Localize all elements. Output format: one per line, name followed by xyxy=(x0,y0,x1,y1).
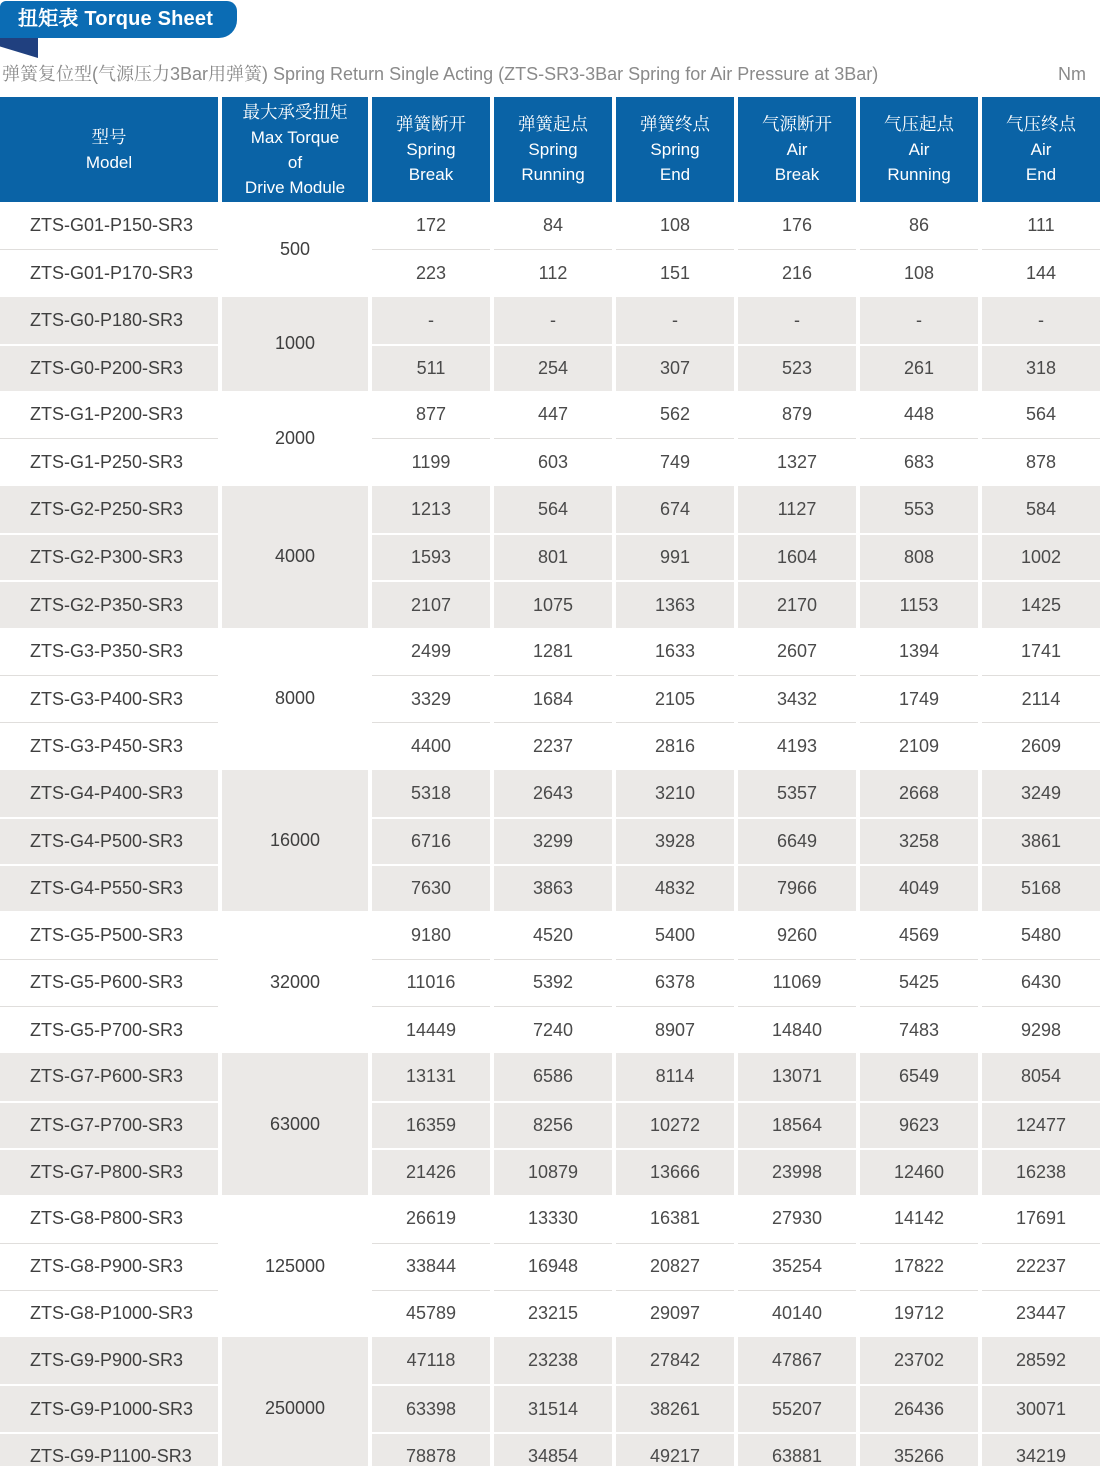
value-cell: 801 xyxy=(494,533,612,580)
column-header xyxy=(982,97,1100,202)
max-torque-cell: 16000 xyxy=(222,770,368,912)
table-row xyxy=(0,1290,1100,1337)
table-row xyxy=(0,1195,1100,1242)
value-cell: 2816 xyxy=(616,722,734,769)
value-cell: 1127 xyxy=(738,486,856,533)
max-torque-cell: 500 xyxy=(222,202,368,297)
value-cell: 144 xyxy=(982,249,1100,296)
value-cell: 12477 xyxy=(982,1101,1100,1148)
value-cell: 40140 xyxy=(738,1290,856,1337)
value-cell: 6649 xyxy=(738,817,856,864)
value-cell: 4049 xyxy=(860,864,978,911)
value-cell: 603 xyxy=(494,438,612,485)
column-header xyxy=(860,97,978,202)
model-cell: ZTS-G9-P900-SR3 xyxy=(0,1337,218,1384)
column-header-en: Drive Module xyxy=(244,177,346,197)
max-torque-cell: 8000 xyxy=(222,628,368,770)
model-cell: ZTS-G01-P170-SR3 xyxy=(0,249,218,296)
value-cell: 7966 xyxy=(738,864,856,911)
value-cell: 553 xyxy=(860,486,978,533)
value-cell: 108 xyxy=(860,249,978,296)
value-cell: 11016 xyxy=(372,959,490,1006)
value-cell: 6549 xyxy=(860,1053,978,1100)
model-cell: ZTS-G0-P200-SR3 xyxy=(0,344,218,391)
value-cell: 3329 xyxy=(372,675,490,722)
table-row xyxy=(0,249,1100,296)
value-cell: 1593 xyxy=(372,533,490,580)
value-cell: 1684 xyxy=(494,675,612,722)
model-cell: ZTS-G9-P1000-SR3 xyxy=(0,1384,218,1431)
value-cell: 23998 xyxy=(738,1148,856,1195)
value-cell: 35254 xyxy=(738,1243,856,1290)
value-cell: 16238 xyxy=(982,1148,1100,1195)
value-cell: 1153 xyxy=(860,580,978,627)
model-cell: ZTS-G4-P550-SR3 xyxy=(0,864,218,911)
value-cell: 112 xyxy=(494,249,612,296)
table-row xyxy=(0,675,1100,722)
table-row xyxy=(0,297,1100,344)
value-cell: 1213 xyxy=(372,486,490,533)
value-cell: - xyxy=(616,297,734,344)
value-cell: 86 xyxy=(860,202,978,249)
value-cell: 2114 xyxy=(982,675,1100,722)
model-cell: ZTS-G3-P350-SR3 xyxy=(0,628,218,675)
column-header-en: of xyxy=(287,152,303,172)
value-cell: 448 xyxy=(860,391,978,438)
value-cell: 2609 xyxy=(982,722,1100,769)
value-cell: 4193 xyxy=(738,722,856,769)
torque-table-header xyxy=(0,97,1100,202)
model-cell: ZTS-G5-P500-SR3 xyxy=(0,911,218,958)
column-header-en: End xyxy=(659,165,691,184)
value-cell: 16381 xyxy=(616,1195,734,1242)
value-cell: 9180 xyxy=(372,911,490,958)
table-row xyxy=(0,770,1100,817)
column-header-en: Spring xyxy=(650,140,700,159)
value-cell: 3928 xyxy=(616,817,734,864)
value-cell: 63881 xyxy=(738,1432,856,1466)
value-cell: 808 xyxy=(860,533,978,580)
torque-table-body xyxy=(0,202,1100,1466)
column-header-en: Spring xyxy=(528,140,578,159)
value-cell: - xyxy=(494,297,612,344)
value-cell: 29097 xyxy=(616,1290,734,1337)
value-cell: 176 xyxy=(738,202,856,249)
column-header xyxy=(494,97,612,202)
table-row xyxy=(0,1432,1100,1466)
value-cell: 84 xyxy=(494,202,612,249)
value-cell: 2170 xyxy=(738,580,856,627)
value-cell: 13071 xyxy=(738,1053,856,1100)
model-cell: ZTS-G9-P1100-SR3 xyxy=(0,1432,218,1466)
value-cell: 1425 xyxy=(982,580,1100,627)
model-cell: ZTS-G5-P700-SR3 xyxy=(0,1006,218,1053)
value-cell: 16948 xyxy=(494,1243,612,1290)
column-header-en: Spring xyxy=(406,140,456,159)
value-cell: 318 xyxy=(982,344,1100,391)
value-cell: 55207 xyxy=(738,1384,856,1431)
value-cell: 49217 xyxy=(616,1432,734,1466)
value-cell: 2643 xyxy=(494,770,612,817)
table-row xyxy=(0,1053,1100,1100)
value-cell: 108 xyxy=(616,202,734,249)
value-cell: 13330 xyxy=(494,1195,612,1242)
value-cell: 877 xyxy=(372,391,490,438)
column-header-en: Max Torque xyxy=(250,127,340,147)
model-cell: ZTS-G7-P600-SR3 xyxy=(0,1053,218,1100)
value-cell: 17822 xyxy=(860,1243,978,1290)
value-cell: 7240 xyxy=(494,1006,612,1053)
value-cell: 5168 xyxy=(982,864,1100,911)
table-row xyxy=(0,202,1100,249)
value-cell: 3861 xyxy=(982,817,1100,864)
value-cell: 30071 xyxy=(982,1384,1100,1431)
model-cell: ZTS-G4-P400-SR3 xyxy=(0,770,218,817)
value-cell: 38261 xyxy=(616,1384,734,1431)
value-cell: 5357 xyxy=(738,770,856,817)
column-header xyxy=(372,97,490,202)
value-cell: 31514 xyxy=(494,1384,612,1431)
table-row xyxy=(0,911,1100,958)
table-row xyxy=(0,722,1100,769)
column-header-en: End xyxy=(1025,165,1057,184)
value-cell: 2499 xyxy=(372,628,490,675)
header-row xyxy=(0,97,1100,202)
value-cell: 34854 xyxy=(494,1432,612,1466)
value-cell: 878 xyxy=(982,438,1100,485)
table-row xyxy=(0,344,1100,391)
column-header-en: Running xyxy=(521,165,585,184)
value-cell: 34219 xyxy=(982,1432,1100,1466)
value-cell: 4520 xyxy=(494,911,612,958)
value-cell: 1327 xyxy=(738,438,856,485)
value-cell: 3299 xyxy=(494,817,612,864)
page-title: 扭矩表 Torque Sheet xyxy=(18,8,214,30)
column-header-zh: 弹簧断开 xyxy=(396,114,466,134)
value-cell: - xyxy=(860,297,978,344)
column-header-zh: 弹簧终点 xyxy=(640,114,710,134)
table-row xyxy=(0,1384,1100,1431)
page-title-ribbon xyxy=(0,1,237,38)
table-row xyxy=(0,486,1100,533)
table-row xyxy=(0,438,1100,485)
value-cell: 991 xyxy=(616,533,734,580)
value-cell: 78878 xyxy=(372,1432,490,1466)
unit-label: Nm xyxy=(1058,64,1086,84)
value-cell: 151 xyxy=(616,249,734,296)
torque-table xyxy=(0,97,1100,1466)
value-cell: 3249 xyxy=(982,770,1100,817)
value-cell: 1281 xyxy=(494,628,612,675)
value-cell: 27930 xyxy=(738,1195,856,1242)
column-header xyxy=(0,97,218,202)
value-cell: 23215 xyxy=(494,1290,612,1337)
column-header-zh: 最大承受扭矩 xyxy=(242,101,348,122)
value-cell: 749 xyxy=(616,438,734,485)
value-cell: 8054 xyxy=(982,1053,1100,1100)
column-header-en: Model xyxy=(85,152,133,172)
value-cell: 35266 xyxy=(860,1432,978,1466)
value-cell: 307 xyxy=(616,344,734,391)
value-cell: 216 xyxy=(738,249,856,296)
column-header-en: Running xyxy=(887,165,951,184)
value-cell: 1604 xyxy=(738,533,856,580)
value-cell: 8907 xyxy=(616,1006,734,1053)
value-cell: 2109 xyxy=(860,722,978,769)
model-cell: ZTS-G0-P180-SR3 xyxy=(0,297,218,344)
value-cell: 6378 xyxy=(616,959,734,1006)
model-cell: ZTS-G8-P1000-SR3 xyxy=(0,1290,218,1337)
value-cell: 26436 xyxy=(860,1384,978,1431)
value-cell: 12460 xyxy=(860,1148,978,1195)
value-cell: 111 xyxy=(982,202,1100,249)
value-cell: 562 xyxy=(616,391,734,438)
value-cell: 1394 xyxy=(860,628,978,675)
value-cell: 2107 xyxy=(372,580,490,627)
table-row xyxy=(0,864,1100,911)
value-cell: 172 xyxy=(372,202,490,249)
table-row xyxy=(0,959,1100,1006)
value-cell: 19712 xyxy=(860,1290,978,1337)
model-cell: ZTS-G5-P600-SR3 xyxy=(0,959,218,1006)
value-cell: 10879 xyxy=(494,1148,612,1195)
value-cell: 5480 xyxy=(982,911,1100,958)
column-header-en: Break xyxy=(774,165,820,184)
model-cell: ZTS-G7-P800-SR3 xyxy=(0,1148,218,1195)
model-cell: ZTS-G1-P200-SR3 xyxy=(0,391,218,438)
table-row xyxy=(0,1148,1100,1195)
value-cell: 683 xyxy=(860,438,978,485)
table-subtitle: 弹簧复位型(气源压力3Bar用弹簧) Spring Return Single Acting (ZTS-SR3-3Bar Spring for Air Pressure at 3Bar) xyxy=(2,64,879,84)
value-cell: 27842 xyxy=(616,1337,734,1384)
table-row xyxy=(0,1337,1100,1384)
column-header xyxy=(738,97,856,202)
value-cell: 17691 xyxy=(982,1195,1100,1242)
value-cell: - xyxy=(982,297,1100,344)
value-cell: 5318 xyxy=(372,770,490,817)
value-cell: 1363 xyxy=(616,580,734,627)
value-cell: 5392 xyxy=(494,959,612,1006)
max-torque-cell: 4000 xyxy=(222,486,368,628)
max-torque-cell: 1000 xyxy=(222,297,368,392)
value-cell: 3210 xyxy=(616,770,734,817)
model-cell: ZTS-G2-P350-SR3 xyxy=(0,580,218,627)
column-header-en: Air xyxy=(1030,140,1052,159)
value-cell: 63398 xyxy=(372,1384,490,1431)
value-cell: 14840 xyxy=(738,1006,856,1053)
value-cell: 33844 xyxy=(372,1243,490,1290)
table-row xyxy=(0,580,1100,627)
model-cell: ZTS-G2-P250-SR3 xyxy=(0,486,218,533)
value-cell: 23447 xyxy=(982,1290,1100,1337)
column-header-en: Air xyxy=(786,140,808,159)
table-subtitle-row xyxy=(2,60,1096,88)
value-cell: 9298 xyxy=(982,1006,1100,1053)
value-cell: 879 xyxy=(738,391,856,438)
value-cell: - xyxy=(738,297,856,344)
value-cell: 8256 xyxy=(494,1101,612,1148)
value-cell: 20827 xyxy=(616,1243,734,1290)
table-row xyxy=(0,391,1100,438)
value-cell: 4832 xyxy=(616,864,734,911)
value-cell: 3432 xyxy=(738,675,856,722)
value-cell: 3258 xyxy=(860,817,978,864)
value-cell: 4569 xyxy=(860,911,978,958)
column-header xyxy=(616,97,734,202)
value-cell: 6586 xyxy=(494,1053,612,1100)
value-cell: 21426 xyxy=(372,1148,490,1195)
value-cell: 6716 xyxy=(372,817,490,864)
column-header xyxy=(222,97,368,202)
value-cell: 45789 xyxy=(372,1290,490,1337)
table-row xyxy=(0,817,1100,864)
value-cell: 3863 xyxy=(494,864,612,911)
value-cell: 10272 xyxy=(616,1101,734,1148)
value-cell: 7630 xyxy=(372,864,490,911)
value-cell: 2237 xyxy=(494,722,612,769)
column-header-zh: 弹簧起点 xyxy=(518,114,588,134)
value-cell: 23702 xyxy=(860,1337,978,1384)
table-row xyxy=(0,1101,1100,1148)
value-cell: 5400 xyxy=(616,911,734,958)
value-cell: 22237 xyxy=(982,1243,1100,1290)
value-cell: 1633 xyxy=(616,628,734,675)
value-cell: 1002 xyxy=(982,533,1100,580)
value-cell: 1075 xyxy=(494,580,612,627)
value-cell: 674 xyxy=(616,486,734,533)
value-cell: 584 xyxy=(982,486,1100,533)
model-cell: ZTS-G8-P800-SR3 xyxy=(0,1195,218,1242)
value-cell: 1741 xyxy=(982,628,1100,675)
value-cell: 564 xyxy=(494,486,612,533)
value-cell: 223 xyxy=(372,249,490,296)
value-cell: 1749 xyxy=(860,675,978,722)
value-cell: 47118 xyxy=(372,1337,490,1384)
value-cell: 511 xyxy=(372,344,490,391)
table-row xyxy=(0,628,1100,675)
model-cell: ZTS-G8-P900-SR3 xyxy=(0,1243,218,1290)
value-cell: 23238 xyxy=(494,1337,612,1384)
value-cell: 254 xyxy=(494,344,612,391)
ribbon-fold-decoration xyxy=(0,37,38,58)
value-cell: 523 xyxy=(738,344,856,391)
value-cell: 7483 xyxy=(860,1006,978,1053)
value-cell: 9623 xyxy=(860,1101,978,1148)
model-cell: ZTS-G4-P500-SR3 xyxy=(0,817,218,864)
max-torque-cell: 250000 xyxy=(222,1337,368,1466)
value-cell: 2668 xyxy=(860,770,978,817)
value-cell: 11069 xyxy=(738,959,856,1006)
value-cell: 4400 xyxy=(372,722,490,769)
table-row xyxy=(0,1006,1100,1053)
value-cell: 13666 xyxy=(616,1148,734,1195)
value-cell: 14142 xyxy=(860,1195,978,1242)
value-cell: - xyxy=(372,297,490,344)
value-cell: 9260 xyxy=(738,911,856,958)
max-torque-cell: 2000 xyxy=(222,391,368,486)
column-header-zh: 气压起点 xyxy=(884,114,954,134)
value-cell: 5425 xyxy=(860,959,978,1006)
value-cell: 14449 xyxy=(372,1006,490,1053)
column-header-en: Break xyxy=(408,165,454,184)
table-row xyxy=(0,533,1100,580)
max-torque-cell: 63000 xyxy=(222,1053,368,1195)
table-row xyxy=(0,1243,1100,1290)
model-cell: ZTS-G3-P400-SR3 xyxy=(0,675,218,722)
value-cell: 2607 xyxy=(738,628,856,675)
max-torque-cell: 32000 xyxy=(222,911,368,1053)
value-cell: 2105 xyxy=(616,675,734,722)
value-cell: 6430 xyxy=(982,959,1100,1006)
column-header-zh: 气压终点 xyxy=(1006,114,1076,134)
model-cell: ZTS-G01-P150-SR3 xyxy=(0,202,218,249)
value-cell: 261 xyxy=(860,344,978,391)
value-cell: 8114 xyxy=(616,1053,734,1100)
max-torque-cell: 125000 xyxy=(222,1195,368,1337)
value-cell: 564 xyxy=(982,391,1100,438)
value-cell: 447 xyxy=(494,391,612,438)
column-header-zh: 型号 xyxy=(91,126,127,147)
value-cell: 13131 xyxy=(372,1053,490,1100)
model-cell: ZTS-G3-P450-SR3 xyxy=(0,722,218,769)
value-cell: 28592 xyxy=(982,1337,1100,1384)
model-cell: ZTS-G7-P700-SR3 xyxy=(0,1101,218,1148)
value-cell: 16359 xyxy=(372,1101,490,1148)
value-cell: 1199 xyxy=(372,438,490,485)
value-cell: 47867 xyxy=(738,1337,856,1384)
column-header-zh: 气源断开 xyxy=(762,114,832,134)
value-cell: 26619 xyxy=(372,1195,490,1242)
model-cell: ZTS-G2-P300-SR3 xyxy=(0,533,218,580)
column-header-en: Air xyxy=(908,140,930,159)
value-cell: 18564 xyxy=(738,1101,856,1148)
model-cell: ZTS-G1-P250-SR3 xyxy=(0,438,218,485)
